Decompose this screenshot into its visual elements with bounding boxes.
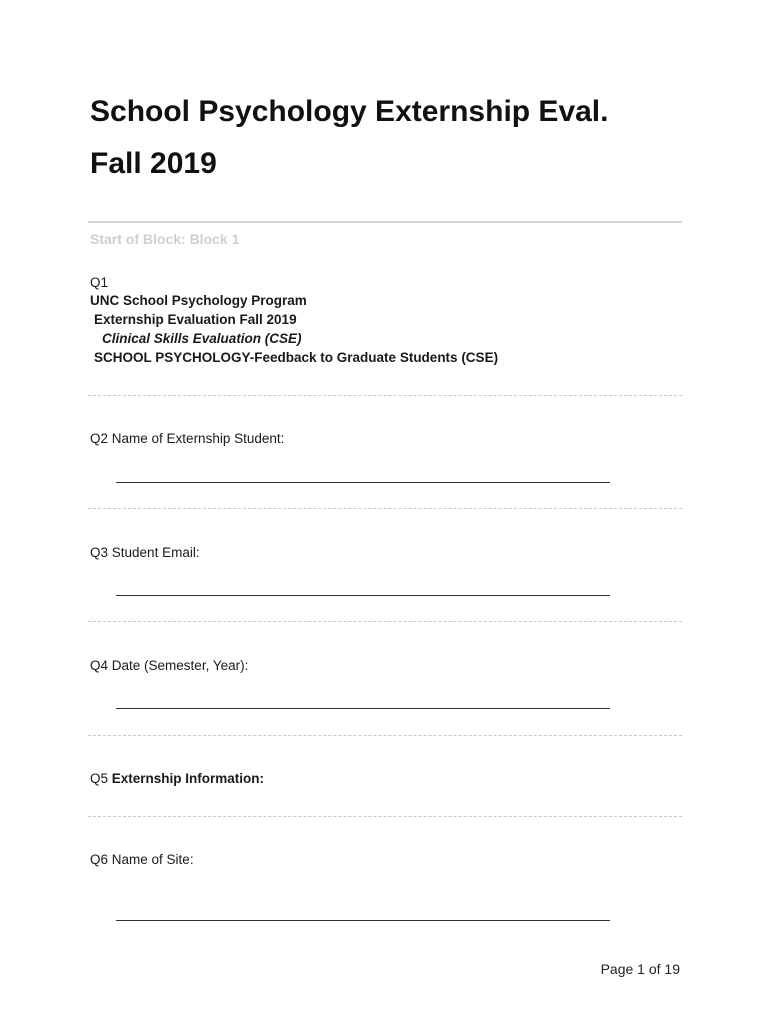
- q6-text: Name of Site:: [111, 852, 194, 867]
- student-name-field[interactable]: [116, 482, 610, 483]
- q2-number: Q2: [90, 431, 109, 446]
- q2-text: Name of Externship Student:: [111, 431, 285, 446]
- question-separator: [88, 395, 682, 396]
- q4-text: Date (Semester, Year):: [111, 658, 249, 673]
- question-separator: [88, 816, 682, 817]
- q5-label: [90, 770, 264, 788]
- q4-number: Q4: [90, 658, 109, 673]
- block-start-label: Start of Block: Block 1: [90, 231, 240, 247]
- site-name-field[interactable]: [116, 920, 610, 921]
- q1-cse-line: Clinical Skills Evaluation (CSE): [102, 331, 302, 346]
- q5-text: Externship Information:: [111, 771, 265, 786]
- q1-number: Q1: [90, 275, 109, 290]
- student-email-field[interactable]: [116, 595, 610, 596]
- q5-number: Q5: [90, 771, 109, 786]
- q3-number: Q3: [90, 545, 109, 560]
- question-separator: [88, 508, 682, 509]
- document-title-line2: Fall 2019: [90, 147, 217, 180]
- question-separator: [88, 735, 682, 736]
- question-separator: [88, 621, 682, 622]
- title-divider: [88, 221, 682, 223]
- document-title-line1: School Psychology Externship Eval.: [90, 95, 609, 128]
- q6-label: [90, 851, 194, 869]
- q3-text: Student Email:: [111, 545, 200, 560]
- q3-label: [90, 544, 200, 562]
- date-field[interactable]: [116, 708, 610, 709]
- q2-label: [90, 430, 284, 448]
- q1-evaluation-line: Externship Evaluation Fall 2019: [94, 312, 297, 327]
- page-number: Page 1 of 19: [600, 961, 680, 977]
- q1-feedback-line: SCHOOL PSYCHOLOGY-Feedback to Graduate Students (CSE): [94, 350, 499, 365]
- q6-number: Q6: [90, 852, 109, 867]
- q4-label: [90, 657, 248, 675]
- q1-program-line: UNC School Psychology Program: [90, 293, 307, 308]
